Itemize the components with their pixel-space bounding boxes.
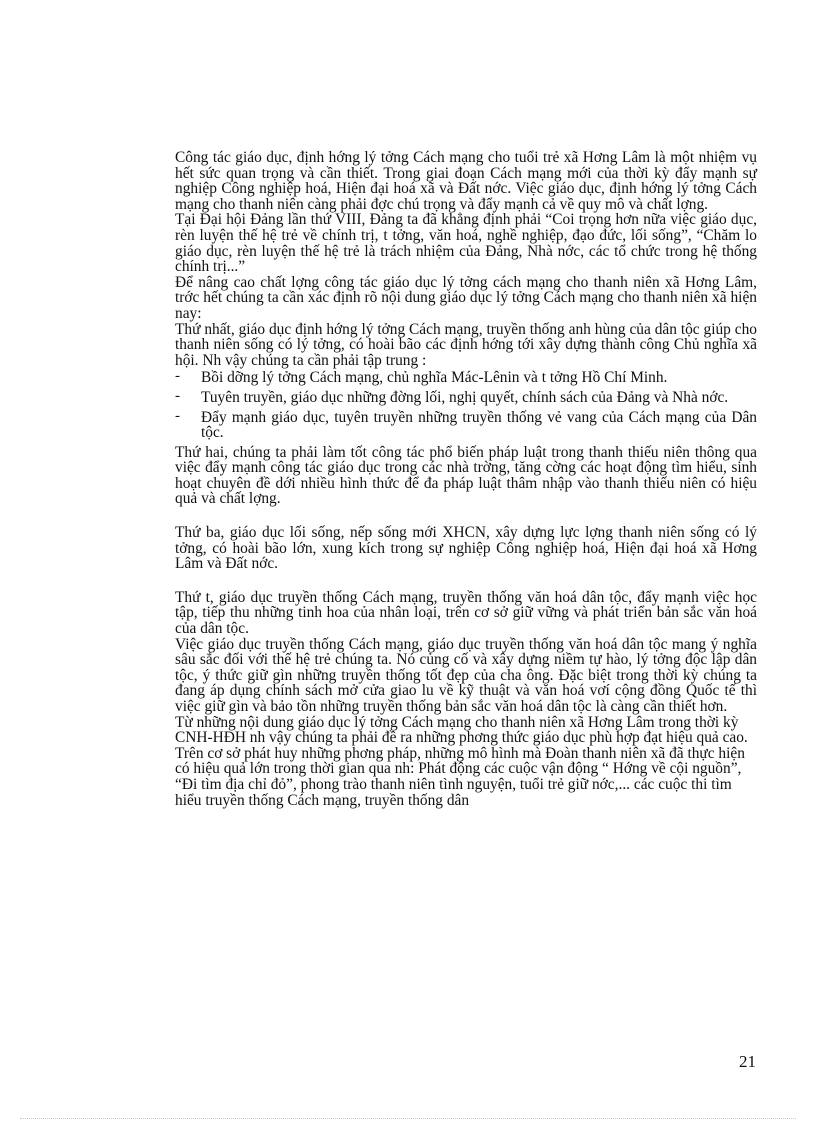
bullet-text: Bồi dỡng lý tởng Cách mạng, chủ nghĩa Mác-Lênin và t tởng Hồ Chí Minh. bbox=[201, 369, 668, 387]
document-body bbox=[175, 150, 757, 808]
list-item bbox=[175, 407, 757, 442]
paragraph-party-congress: Tại Đại hội Đảng lần thứ VIII, Đảng ta đã khẳng định phải “Coi trọng hơn nữa việc giáo dục, rèn luyện thế hệ trẻ về chính trị, t tởng, văn hoá, nghề nghiệp, đạo đức, lối sống”, “Chăm lo giáo dục, rèn luyện thế hệ trẻ là trách nhiệm của Đảng, Nhà nớc, các tổ chức trong hệ thống chính trị...” bbox=[175, 211, 757, 276]
paragraph-fourth-point: Thứ t, giáo dục truyền thống Cách mạng, truyền thống văn hoá dân tộc, đẩy mạnh việc học tập, tiếp thu những tinh hoa của nhân loại, trên cơ sở giữ vững và phát triển bản sắc văn hoá của dân tộc. bbox=[175, 588, 757, 638]
paragraph-tradition-education: Việc giáo dục truyền thống Cách mạng, giáo dục truyền thống văn hoá dân tộc mang ý nghĩa sâu sắc đối với thế hệ trẻ chúng ta. Nó củng cố và xây dựng niềm tự hào, lý tởng độc lập dân tộc, ý thức giữ gìn những truyền thống tốt đẹp của cha ông. Đặc biệt trong thời kỳ chúng ta đang áp dụng chính sách mở cửa giao lu về kỹ thuật và văn hoá vơí cộng đồng Quốc tế thì việc giữ gìn và bảo tồn những truyền thống bản sắc văn hoá dân tộc là càng cần thiết hơn. bbox=[175, 635, 757, 715]
bullet-dash: - bbox=[175, 368, 180, 385]
paragraph-first-point: Thứ nhất, giáo dục định hớng lý tởng Cách mạng, truyền thống anh hùng của dân tộc giúp cho thanh niên sống có lý tởng, có hoài bão các định hớng tới xây dựng thành công Chủ nghĩa xã hội. Nh vậy chúng ta cần phải tập trung : bbox=[175, 320, 757, 369]
bullet-text: Đẩy mạnh giáo dục, tuyên truyền những truyền thống vẻ vang của Cách mạng của Dân tộc. bbox=[201, 408, 757, 442]
list-item bbox=[175, 387, 757, 406]
bullet-text: Tuyên truyền, giáo dục những đờng lối, nghị quyết, chính sách của Đảng và Nhà nớc. bbox=[201, 388, 729, 406]
bullet-dash: - bbox=[175, 407, 180, 424]
bullet-list bbox=[175, 370, 757, 440]
paragraph-methods: Từ những nội dung giáo dục lý tởng Cách mạng cho thanh niên xã Hơng Lâm trong thời kỳ CNH-HĐH nh vậy chúng ta phải đề ra những phơng thức giáo dục phù hợp đạt hiệu quả cao. Trên cơ sở phát huy những phơng pháp, những mô hình mà Đoàn thanh niên xã đã thực hiện có hiệu quả lớn trong thời gian qua nh: Phát động các cuộc vận động “ Hớng về cội nguồn”, “Đi tìm địa chỉ đỏ”, phong trào thanh niên tình nguyện, tuổi trẻ giữ nớc,... các cuộc thi tìm hiểu truyền thống Cách mạng, truyền thống dân bbox=[175, 713, 748, 809]
paragraph-intro: Công tác giáo dục, định hớng lý tởng Cách mạng cho tuổi trẻ xã Hơng Lâm là một nhiệm vụ hết sức quan trọng và cần thiết. Trong giai đoạn Cách mạng mới của thời kỳ đẩy mạnh sự nghiệp Công nghiệp hoá, Hiện đại hoá xã và Đất nớc. Việc giáo dục, định hớng lý tởng Cách mạng cho thanh niên càng phải đợc chú trọng và đẩy mạnh cả về quy mô và chất lợng. bbox=[175, 149, 757, 213]
paragraph-content-definition: Để nâng cao chất lợng công tác giáo dục lý tởng cách mạng cho thanh niên xã Hơng Lâm, trớc hết chúng ta cần xác định rõ nội dung giáo dục lý tởng Cách mạng cho thanh niên xã hiện nay: bbox=[175, 273, 757, 322]
paragraph-third-point: Thứ ba, giáo dục lối sống, nếp sống mới XHCN, xây dựng lực lợng thanh niên sống có lý tởng, có hoài bão lớn, xung kích trong sự nghiệp Công nghiệp hoá, Hiện đại hoá xã Hơng Lâm và Đất nớc. bbox=[175, 524, 757, 573]
footer-dotted-rule bbox=[20, 1118, 796, 1119]
page-number: 21 bbox=[739, 1052, 756, 1071]
paragraph-second-point: Thứ hai, chúng ta phải làm tốt công tác phổ biến pháp luật trong thanh thiếu niên thông qua việc đẩy mạnh công tác giáo dục trong các nhà trờng, tăng cờng các hoạt động tìm hiểu, sinh hoạt chuyên đề dới nhiều hình thức để đa pháp luật thâm nhập vào thanh thiếu niên có hiệu quả và chất lợng. bbox=[175, 443, 757, 508]
bullet-dash: - bbox=[175, 387, 180, 404]
list-item bbox=[175, 370, 757, 386]
